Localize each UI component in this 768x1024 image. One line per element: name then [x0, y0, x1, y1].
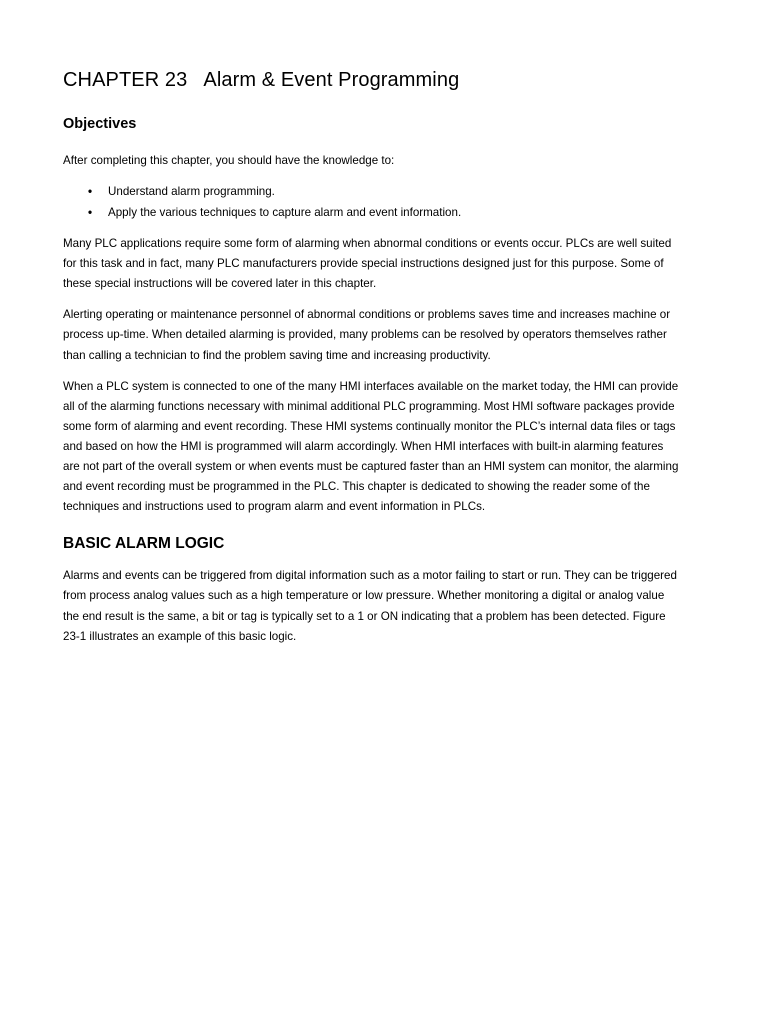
list-item-text: Understand alarm programming.: [108, 185, 275, 199]
list-item: [88, 202, 683, 223]
bullet-icon: •: [88, 206, 93, 220]
objectives-intro: After completing this chapter, you should have the knowledge to:: [63, 154, 395, 167]
basic-alarm-heading: BASIC ALARM LOGIC: [63, 535, 225, 553]
list-item: [88, 181, 683, 202]
paragraph: Alerting operating or maintenance personnel of abnormal conditions or problems saves time and increases machine or process up-time. When detailed alarming is provided, many problems can be resolved by operators themselves rather than calling a technician to find the problem saving time and increasing productivity.: [63, 308, 671, 362]
bullet-icon: •: [88, 185, 93, 199]
paragraph: When a PLC system is connected to one of the many HMI interfaces available on the market today, the HMI can provide all of the alarming functions necessary with minimal additional PLC programming. Most HMI software packages provide some form of alarming and event recording. These HMI systems continually monitor the PLC’s internal data files or tags and based on how the HMI is programmed will alarm accordingly. When HMI interfaces with built-in alarming features are not part of the overall system or when events must be captured faster than an HMI system can monitor, the alarming and event recording must be programmed in the PLC. This chapter is dedicated to showing the reader some of the techniques and instructions used to program alarm and event information in PLCs.: [63, 379, 679, 514]
page-content: [63, 66, 683, 647]
paragraph: Alarms and events can be triggered from digital information such as a motor failing to start or run. They can be triggered from process analog values such as a high temperature or low pressure. Whether monitoring a digital or analog value the end result is the same, a bit or tag is typically set to a 1 or ON indicating that a problem has been detected. Figure 23-1 illustrates an example of this basic logic.: [63, 569, 677, 643]
paragraph: Many PLC applications require some form of alarming when abnormal conditions or events occur. PLCs are well suited for this task and in fact, many PLC manufacturers provide special instructions designed just for this purpose. Some of these special instructions will be covered later in this chapter.: [63, 237, 672, 291]
objectives-heading: Objectives: [63, 116, 137, 132]
list-item-text: Apply the various techniques to capture alarm and event information.: [108, 206, 462, 220]
chapter-number: CHAPTER 23: [63, 69, 188, 91]
chapter-name: Alarm & Event Programming: [203, 69, 460, 91]
chapter-title: [63, 66, 683, 94]
objectives-list: [63, 181, 683, 223]
